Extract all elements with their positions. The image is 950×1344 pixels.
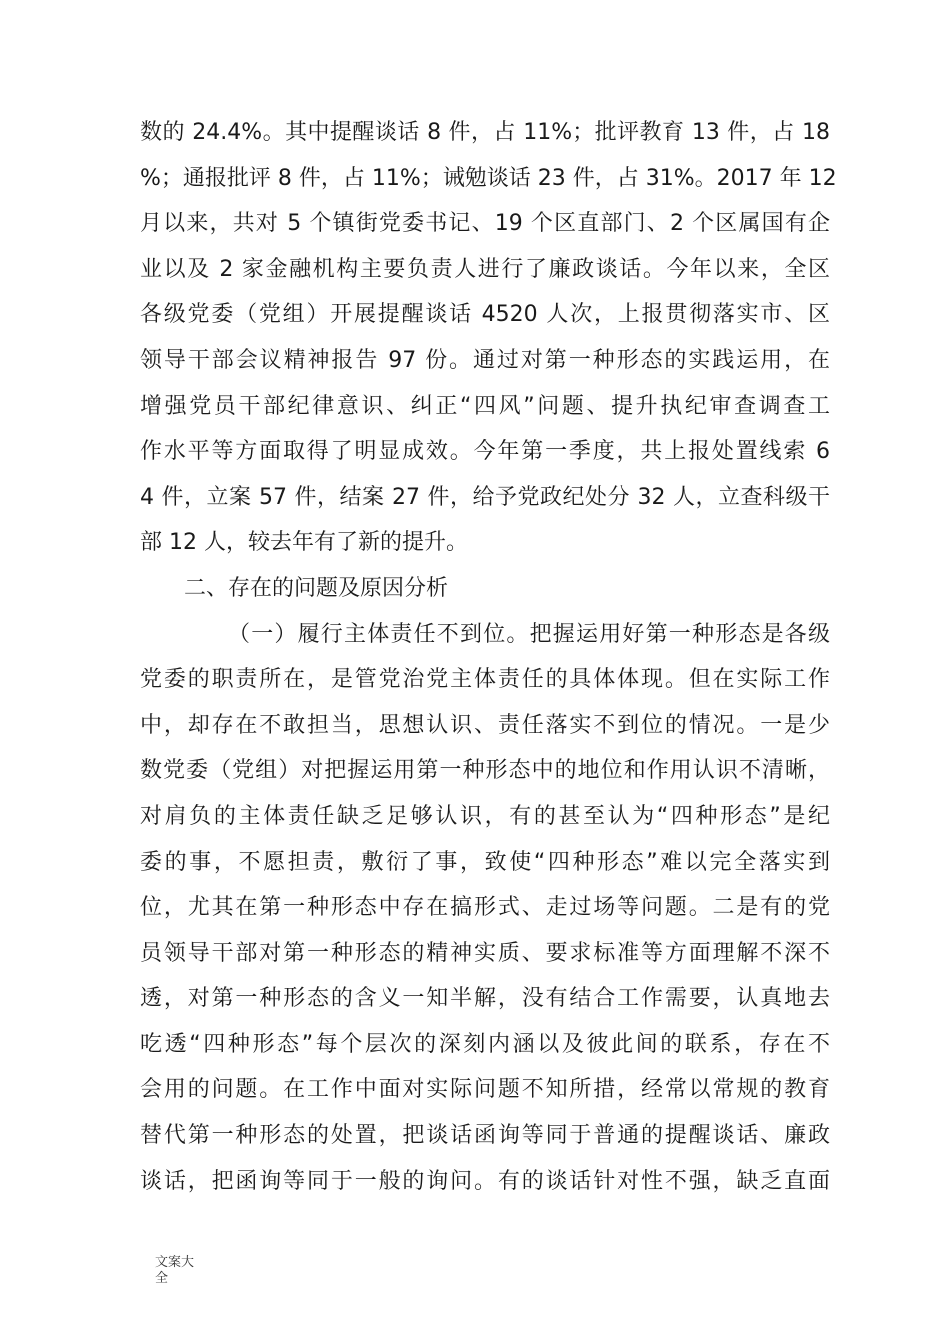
text-line: 数的 24.4%。其中提醒谈话 8 件，占 11%；批评教育 13 件，占 18 — [140, 120, 830, 145]
text-line: 部 12 人，较去年有了新的提升。 — [140, 530, 468, 556]
text-line: 数党委（党组）对把握运用第一种形态中的地位和作用认识不清晰， — [140, 758, 830, 784]
section-heading: 二、存在的问题及原因分析 — [184, 575, 449, 601]
text-line: 员领导干部对第一种形态的精神实质、要求标准等方面理解不深不 — [140, 940, 830, 966]
text-line: 领导干部会议精神报告 97 份。通过对第一种形态的实践运用，在 — [140, 347, 830, 373]
text-line: %；通报批评 8 件，占 11%；诫勉谈话 23 件，占 31%。2017 年 12 — [140, 165, 837, 191]
text-line: 替代第一种形态的处置，把谈话函询等同于普通的提醒谈话、廉政 — [140, 1123, 830, 1149]
text-line: 对肩负的主体责任缺乏足够认识，有的甚至认为“四种形态”是纪 — [140, 803, 830, 829]
text-line: 作水平等方面取得了明显成效。今年第一季度，共上报处置线索 6 — [140, 439, 830, 465]
document-body — [140, 110, 837, 1204]
text-line: 4 件，立案 57 件，结案 27 件，给予党政纪处分 32 人，立查科级干 — [140, 484, 830, 510]
text-line: 各级党委（党组）开展提醒谈话 4520 人次，上报贯彻落实市、区 — [140, 302, 830, 328]
text-line: 月以来，共对 5 个镇街党委书记、19 个区直部门、2 个区属国有企 — [140, 211, 830, 237]
text-line: 增强党员干部纪律意识、纠正“四风”问题、提升执纪审查调查工 — [140, 393, 830, 419]
footer-label: 文案大全 — [155, 1255, 195, 1286]
subsection-heading-line: （一）履行主体责任不到位。把握运用好第一种形态是各级 — [228, 621, 830, 647]
text-line: 业以及 2 家金融机构主要负责人进行了廉政谈话。今年以来，全区 — [140, 256, 830, 282]
text-line: 谈话，把函询等同于一般的询问。有的谈话针对性不强，缺乏直面 — [140, 1168, 830, 1194]
text-line: 吃透“四种形态”每个层次的深刻内涵以及彼此间的联系，存在不 — [140, 1031, 830, 1057]
text-line: 透，对第一种形态的含义一知半解，没有结合工作需要，认真地去 — [140, 986, 830, 1012]
text-line: 会用的问题。在工作中面对实际问题不知所措，经常以常规的教育 — [140, 1077, 830, 1103]
text-line: 位，尤其在第一种形态中存在搞形式、走过场等问题。二是有的党 — [140, 895, 830, 921]
text-line: 党委的职责所在，是管党治党主体责任的具体体现。但在实际工作 — [140, 667, 830, 693]
text-line: 中，却存在不敢担当，思想认识、责任落实不到位的情况。一是少 — [140, 712, 830, 738]
text-line: 委的事，不愿担责，敷衍了事，致使“四种形态”难以完全落实到 — [140, 849, 830, 875]
